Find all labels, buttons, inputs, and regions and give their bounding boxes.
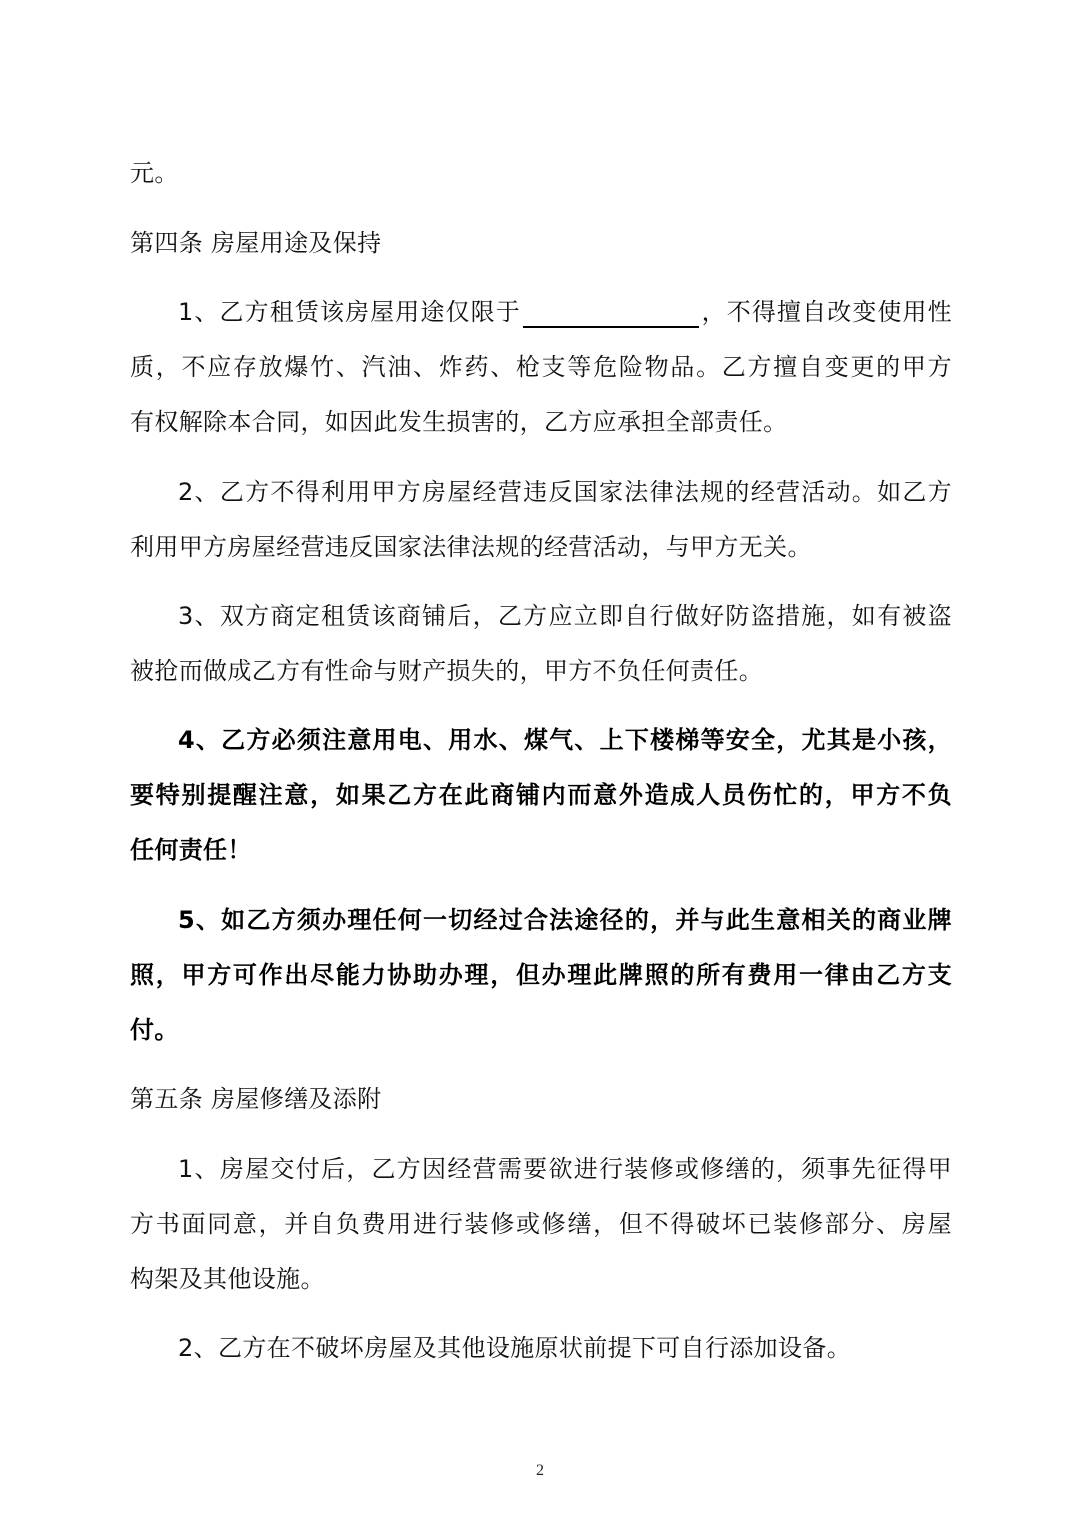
- article-5-heading: 第五条 房屋修缮及添附: [130, 1085, 382, 1113]
- article-4-item-1-line-1: [178, 296, 952, 328]
- article-4-heading: 第四条 房屋用途及保持: [130, 229, 382, 257]
- article-4-item-2-line-1: 2、乙方不得利用甲方房屋经营违反国家法律法规的经营活动。如乙方: [178, 478, 952, 506]
- item-1-text-before-blank: 1、乙方租赁该房屋用途仅限于: [178, 298, 521, 326]
- article-4-item-5-line-2: 照，甲方可作出尽能力协助办理，但办理此牌照的所有费用一律由乙方支: [130, 961, 952, 989]
- article-4-item-4-line-1: 4、乙方必须注意用电、用水、煤气、上下楼梯等安全，尤其是小孩，: [178, 726, 952, 754]
- article-4-item-2-line-2: 利用甲方房屋经营违反国家法律法规的经营活动，与甲方无关。: [130, 533, 812, 561]
- article-4-item-3-line-2: 被抢而做成乙方有性命与财产损失的，甲方不负任何责任。: [130, 657, 764, 685]
- article-4-item-4-line-3: 任何责任！: [130, 836, 252, 864]
- article-5-item-1-line-3: 构架及其他设施。: [130, 1265, 325, 1293]
- article-4-item-1-line-3: 有权解除本合同，如因此发生损害的，乙方应承担全部责任。: [130, 408, 788, 436]
- usage-blank-field: [523, 298, 699, 328]
- article-5-item-1-line-1: 1、房屋交付后，乙方因经营需要欲进行装修或修缮的，须事先征得甲: [178, 1155, 952, 1183]
- intro-tail-text: 元。: [130, 159, 179, 187]
- article-5-item-2-line-1: 2、乙方在不破坏房屋及其他设施原状前提下可自行添加设备。: [178, 1334, 852, 1362]
- item-1-text-after-blank: ，不得擅自改变使用性: [700, 298, 953, 326]
- article-4-item-5-line-1: 5、如乙方须办理任何一切经过合法途径的，并与此生意相关的商业牌: [178, 906, 952, 934]
- article-4-item-1-line-2: 质，不应存放爆竹、汽油、炸药、枪支等危险物品。乙方擅自变更的甲方: [130, 353, 952, 381]
- article-4-item-3-line-1: 3、双方商定租赁该商铺后，乙方应立即自行做好防盗措施，如有被盗: [178, 602, 952, 630]
- article-5-item-1-line-2: 方书面同意，并自负费用进行装修或修缮，但不得破坏已装修部分、房屋: [130, 1210, 952, 1238]
- article-4-item-5-line-3: 付。: [130, 1016, 179, 1044]
- article-4-item-4-line-2: 要特别提醒注意，如果乙方在此商铺内而意外造成人员伤忙的，甲方不负: [130, 781, 952, 809]
- page-number: 2: [536, 1462, 544, 1479]
